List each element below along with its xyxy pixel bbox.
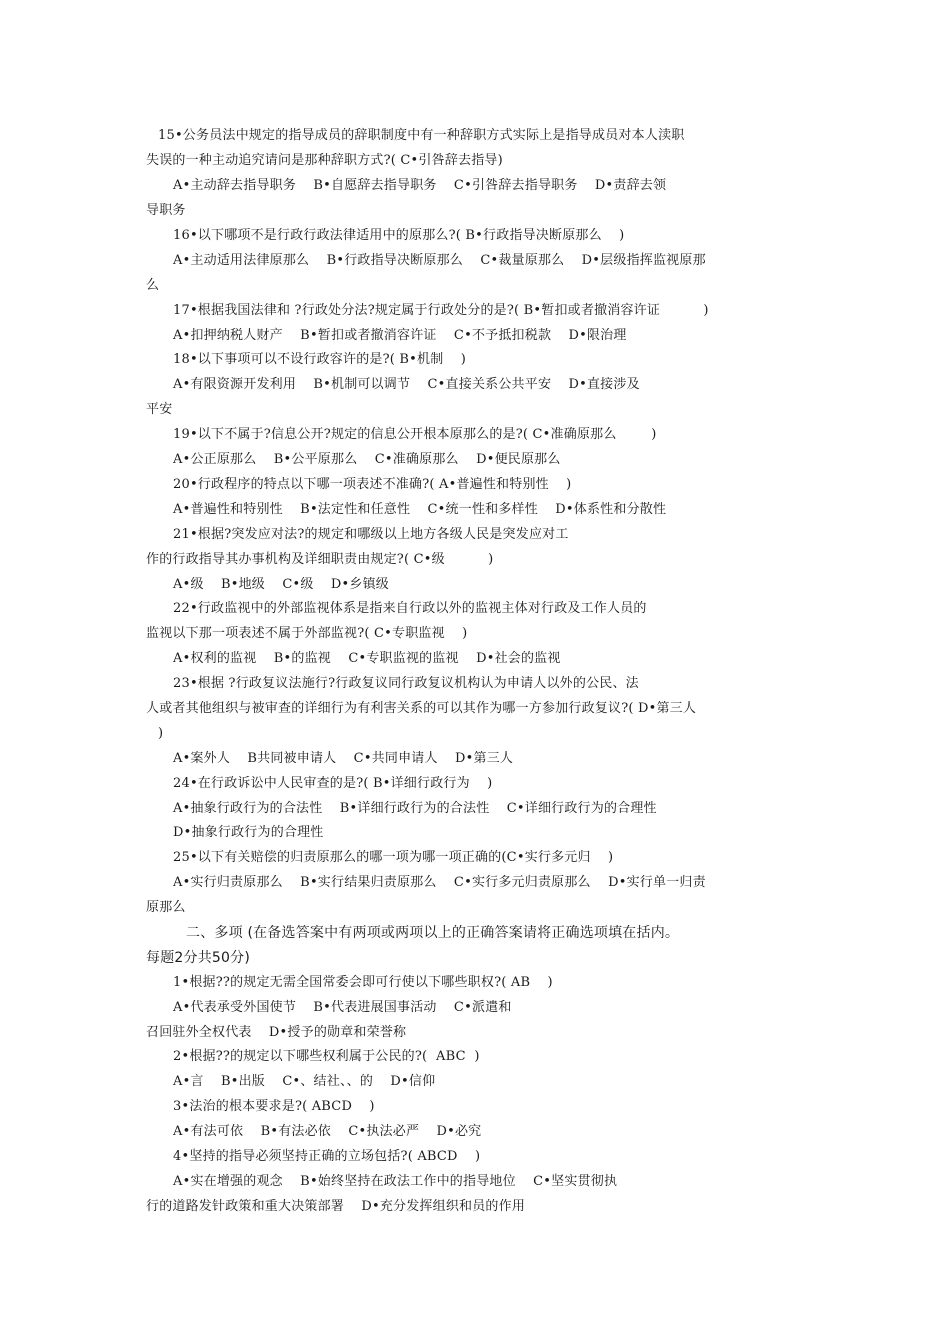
multi-question-1-options-cont: 召回驻外全权代表 D•授予的勋章和荣誉称 bbox=[146, 1025, 407, 1040]
question-15-options-cont: 导职务 bbox=[146, 203, 186, 218]
question-18: 18•以下事项可以不设行政容许的是?( B•机制 ) bbox=[173, 352, 467, 367]
question-23-line-3: ) bbox=[158, 726, 164, 741]
multi-question-3: 3•法治的根本要求是?( ABCD ) bbox=[173, 1099, 375, 1114]
question-25: 25•以下有关赔偿的归责原那么的哪一项为哪一项正确的(C•实行多元归 ) bbox=[173, 850, 614, 865]
question-22-line-2: 监视以下那一项表述不属于外部监视?( C•专职监视 ) bbox=[146, 626, 468, 641]
section-heading-cont: 每题2分共50分) bbox=[146, 950, 250, 966]
section-heading: 二、多项 (在备选答案中有两项或两项以上的正确答案请将正确选项填在括内。 bbox=[186, 925, 680, 941]
question-19: 19•以下不属于?信息公开?规定的信息公开根本原那么的是?( C•准确原那么 ) bbox=[173, 427, 657, 442]
multi-question-1: 1•根据??的规定无需全国常委会即可行使以下哪些职权?( AB ) bbox=[173, 975, 553, 990]
question-25-options: A•实行归责原那么 B•实行结果归责原那么 C•实行多元归责原那么 D•实行单一归责 bbox=[173, 875, 706, 890]
question-25-options-cont: 原那么 bbox=[146, 900, 186, 915]
question-24-options: A•抽象行政行为的合法性 B•详细行政行为的合法性 C•详细行政行为的合理性 bbox=[173, 801, 657, 816]
question-23-options: A•案外人 B共同被申请人 C•共同申请人 D•第三人 bbox=[173, 751, 514, 766]
multi-question-3-options: A•有法可依 B•有法必依 C•执法必严 D•必究 bbox=[173, 1124, 482, 1139]
question-24-options-cont: D•抽象行政行为的合理性 bbox=[173, 825, 324, 840]
question-15-line-2: 失误的一种主动追究请问是那种辞职方式?( C•引咎辞去指导) bbox=[146, 153, 503, 168]
question-23-line-2: 人或者其他组织与被审查的详细行为有利害关系的可以其作为哪一方参加行政复议?( D•第三人 bbox=[146, 701, 697, 716]
question-17-options: A•扣押纳税人财产 B•暂扣或者撤消容许证 C•不予抵扣税款 D•限治理 bbox=[173, 328, 627, 343]
question-22-line-1: 22•行政监视中的外部监视体系是指来自行政以外的监视主体对行政及工作人员的 bbox=[173, 601, 647, 616]
question-15-line-1: 15•公务员法中规定的指导成员的辞职制度中有一种辞职方式实际上是指导成员对本人渎职 bbox=[158, 128, 685, 143]
question-18-options-cont: 平安 bbox=[146, 402, 173, 417]
question-22-options: A•权利的监视 B•的监视 C•专职监视的监视 D•社会的监视 bbox=[173, 651, 561, 666]
multi-question-2-options: A•言 B•出版 C•、结社、、的 D•信仰 bbox=[173, 1074, 436, 1089]
question-16-options: A•主动适用法律原那么 B•行政指导决断原那么 C•裁量原那么 D•层级指挥监视原那 bbox=[173, 253, 706, 268]
question-21-options: A•级 B•地级 C•级 D•乡镇级 bbox=[173, 577, 389, 592]
question-15-options: A•主动辞去指导职务 B•自愿辞去指导职务 C•引咎辞去指导职务 D•责辞去领 bbox=[173, 178, 667, 193]
multi-question-4-options: A•实在增强的观念 B•始终坚持在政法工作中的指导地位 C•坚实贯彻执 bbox=[173, 1174, 618, 1189]
question-21-line-1: 21•根据?突发应对法?的规定和哪级以上地方各级人民是突发应对工 bbox=[173, 527, 569, 542]
question-19-options: A•公正原那么 B•公平原那么 C•准确原那么 D•便民原那么 bbox=[173, 452, 561, 467]
multi-question-2: 2•根据??的规定以下哪些权利属于公民的?( ABC ) bbox=[173, 1049, 480, 1064]
question-18-options: A•有限资源开发利用 B•机制可以调节 C•直接关系公共平安 D•直接涉及 bbox=[173, 377, 640, 392]
multi-question-4-options-cont: 行的道路发针政策和重大决策部署 D•充分发挥组织和员的作用 bbox=[146, 1199, 526, 1214]
question-20-options: A•普遍性和特别性 B•法定性和任意性 C•统一性和多样性 D•体系性和分散性 bbox=[173, 502, 667, 517]
question-16: 16•以下哪项不是行政行政法律适用中的原那么?( B•行政指导决断原那么 ) bbox=[173, 228, 625, 243]
question-21-line-2: 作的行政指导其办事机构及详细职责由规定?( C•级 ) bbox=[146, 552, 494, 567]
multi-question-4: 4•坚持的指导必须坚持正确的立场包括?( ABCD ) bbox=[173, 1149, 481, 1164]
question-20: 20•行政程序的特点以下哪一项表述不准确?( A•普遍性和特别性 ) bbox=[173, 477, 572, 492]
question-17: 17•根据我国法律和 ?行政处分法?规定属于行政处分的是?( B•暂扣或者撤消容许证 ) bbox=[173, 303, 709, 318]
multi-question-1-options: A•代表承受外国使节 B•代表进展国事活动 C•派遣和 bbox=[173, 1000, 512, 1015]
question-24: 24•在行政诉讼中人民审查的是?( B•详细行政行为 ) bbox=[173, 776, 493, 791]
question-23-line-1: 23•根据 ?行政复议法施行?行政复议同行政复议机构认为申请人以外的公民、法 bbox=[173, 676, 639, 691]
question-16-options-cont: 么 bbox=[146, 278, 160, 293]
